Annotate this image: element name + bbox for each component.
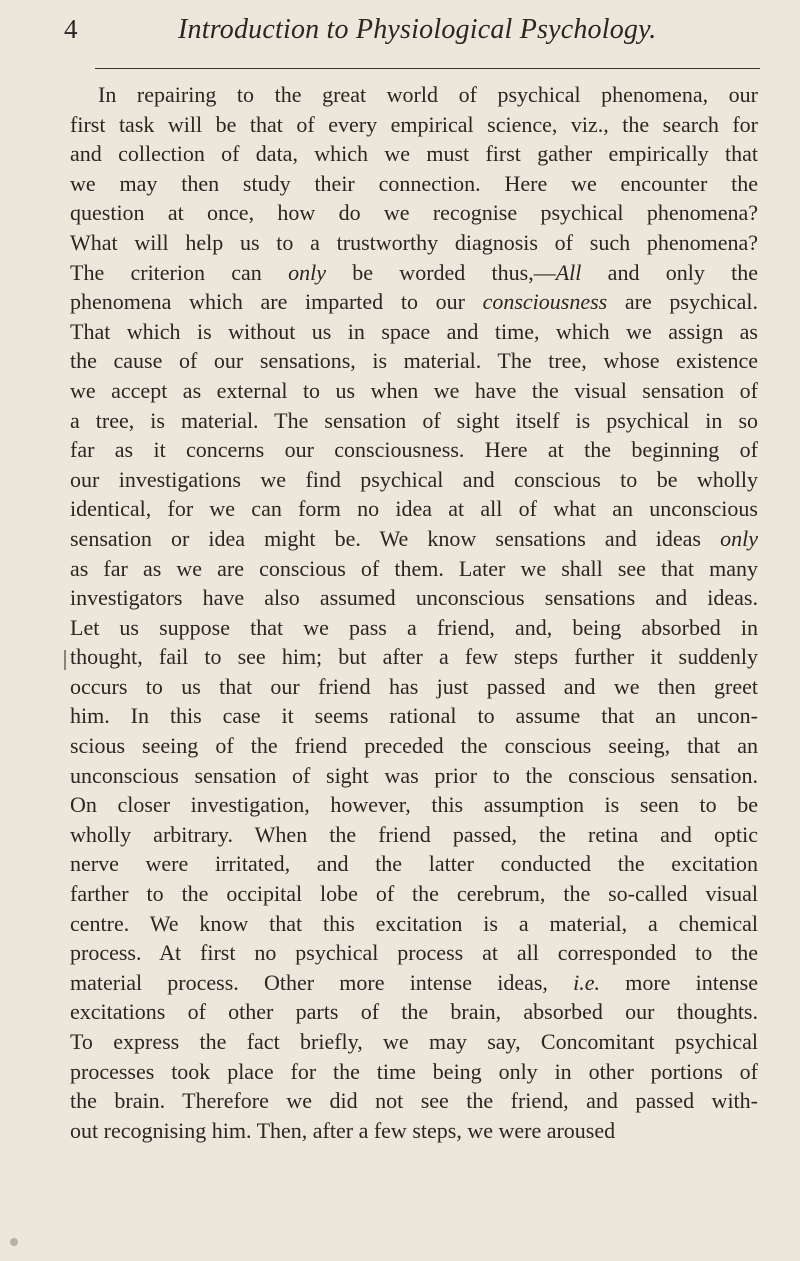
text-line: phenomena which are imparted to our consciousness are psychical. (70, 289, 758, 315)
text-line: occurs to us that our friend has just passed and we then greet (70, 673, 758, 699)
text-line: unconscious sensation of sight was prior to the conscious sensation. (70, 762, 758, 788)
text-line: we accept as external to us when we have the visual sensation of (70, 377, 758, 403)
text-line: as far as we are conscious of them. Later we shall see that many (70, 555, 758, 581)
text-line: Let us suppose that we pass a friend, and, being absorbed in (70, 614, 758, 640)
text-line: investigators have also assumed unconscious sensations and ideas. (70, 585, 758, 611)
text-line: What will help us to a trustworthy diagnosis of such phenomena? (70, 229, 758, 255)
text-line: a tree, is material. The sensation of sight itself is psychical in so (70, 407, 758, 433)
text-line: process. At first no psychical process at all corresponded to the (70, 940, 758, 966)
text-line: The criterion can only be worded thus,—All and only the (70, 259, 758, 285)
text-line: excitations of other parts of the brain, absorbed our thoughts. (70, 999, 758, 1025)
margin-mark (64, 650, 66, 670)
text-line: the cause of our sensations, is material. The tree, whose existence (70, 348, 758, 374)
text-line: identical, for we can form no idea at all of what an unconscious (70, 496, 758, 522)
running-title: Introduction to Physiological Psychology. (178, 14, 657, 45)
text-line: That which is without us in space and time, which we assign as (70, 318, 758, 344)
text-line: first task will be that of every empirical science, viz., the search for (70, 111, 758, 137)
text-line: the brain. Therefore we did not see the friend, and passed with- (70, 1088, 758, 1114)
text-line: sensation or idea might be. We know sensations and ideas only (70, 525, 758, 551)
text-line: To express the fact briefly, we may say, Concomitant psychical (70, 1029, 758, 1054)
text-line: farther to the occipital lobe of the cerebrum, the so-called visual (70, 881, 758, 907)
page-number: 4 (64, 14, 78, 44)
text-line: and collection of data, which we must first gather empirically that (70, 141, 758, 167)
text-line: In repairing to the great world of psychical phenomena, our (98, 82, 758, 107)
text-line: our investigations we find psychical and conscious to be wholly (70, 466, 758, 492)
text-line: thought, fail to see him; but after a few steps further it suddenly (70, 644, 758, 670)
text-line: question at once, how do we recognise psychical phenomena? (70, 200, 758, 226)
text-line: centre. We know that this excitation is a material, a chemical (70, 910, 758, 936)
text-line: far as it concerns our consciousness. Here at the beginning of (70, 437, 758, 463)
text-line: wholly arbitrary. When the friend passed, the retina and optic (70, 821, 758, 847)
text-line: processes took place for the time being only in other portions of (70, 1058, 758, 1084)
text-line: On closer investigation, however, this assumption is seen to be (70, 792, 758, 818)
text-line: material process. Other more intense ideas, i.e. more intense (70, 969, 758, 995)
text-line: nerve were irritated, and the latter conducted the excitation (70, 851, 758, 877)
text-line: him. In this case it seems rational to assume that an uncon- (70, 703, 758, 729)
page-speck (10, 1238, 18, 1246)
text-line: we may then study their connection. Here we encounter the (70, 170, 758, 196)
header-rule (95, 68, 760, 69)
page-header (60, 14, 770, 54)
text-line: scious seeing of the friend preceded the conscious seeing, that an (70, 733, 758, 759)
text-line: out recognising him. Then, after a few steps, we were aroused (70, 1117, 616, 1143)
body-paragraph (70, 80, 758, 1145)
